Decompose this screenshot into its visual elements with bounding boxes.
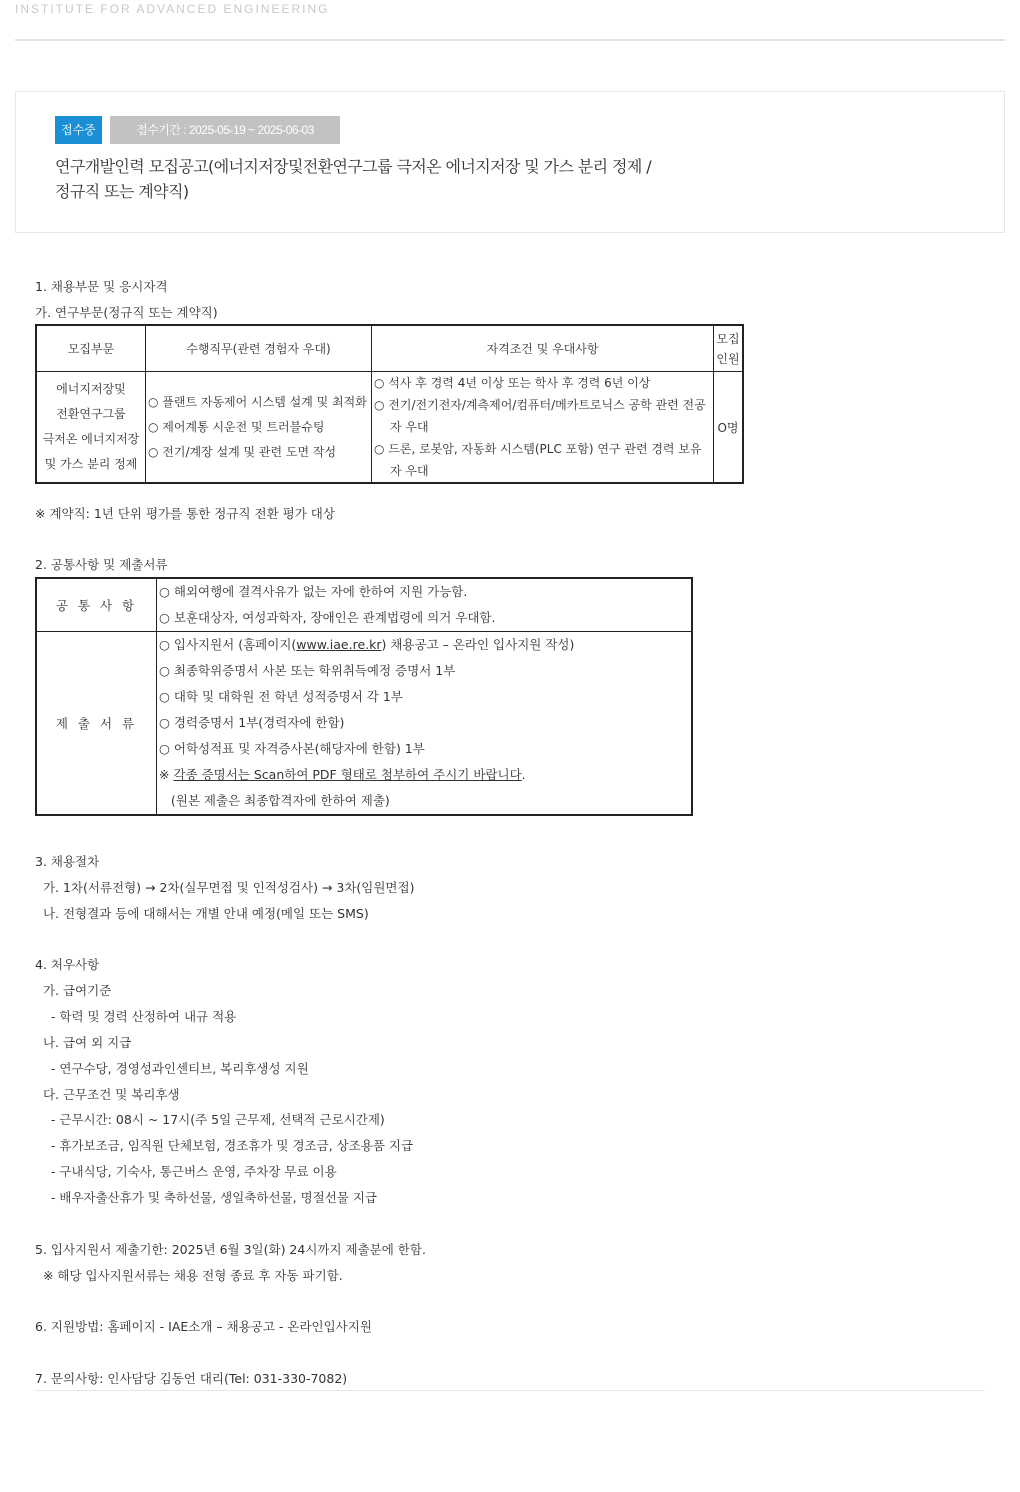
section4-line: 가. 급여기준 bbox=[35, 983, 112, 998]
docs-note-2: (원본 제출은 최종합격자에 한하여 제출) bbox=[159, 793, 390, 808]
docs-cell bbox=[157, 632, 693, 816]
section4-line: - 구내식당, 기숙사, 통근버스 운영, 주차장 무료 이용 bbox=[35, 1164, 337, 1179]
footer-divider bbox=[35, 1390, 985, 1391]
docs-note: ※ 각종 증명서는 Scan하여 PDF 형태로 첨부하여 주시기 바랍니다. bbox=[159, 767, 526, 782]
common-cell bbox=[157, 578, 693, 632]
section4-line: 다. 근무조건 및 복리후생 bbox=[35, 1087, 180, 1102]
section4-line: - 휴가보조금, 임직원 단체보험, 경조휴가 및 경조금, 상조용품 지급 bbox=[35, 1138, 414, 1153]
qual-item: ○ 드론, 로봇암, 자동화 시스템(PLC 포함) 연구 관련 경력 보유자 우대 bbox=[374, 442, 702, 478]
count-cell: O명 bbox=[714, 372, 744, 484]
section1-subheading: 가. 연구부문(정규직 또는 계약직) bbox=[35, 305, 218, 320]
docs-item: ○ 최종학위증명서 사본 또는 학위취득예정 증명서 1부 bbox=[159, 663, 456, 678]
docs-item: ○ 대학 및 대학원 전 학년 성적증명서 각 1부 bbox=[159, 689, 403, 704]
brand-name: INSTITUTE FOR ADVANCED ENGINEERING bbox=[15, 2, 330, 16]
duties-cell bbox=[146, 372, 372, 484]
section4-line: 나. 급여 외 지급 bbox=[35, 1035, 132, 1050]
section1-heading: 1. 채용부문 및 응시자격 bbox=[35, 279, 168, 294]
section7-heading: 7. 문의사항: 인사담당 김동언 대리(Tel: 031-330-7082) bbox=[35, 1371, 348, 1386]
docs-item: ○ 경력증명서 1부(경력자에 한함) bbox=[159, 715, 345, 730]
common-item: ○ 해외여행에 결격사유가 없는 자에 한하여 지원 가능함. bbox=[159, 584, 468, 599]
contract-note: ※ 계약직: 1년 단위 평가를 통한 정규직 전환 평가 대상 bbox=[35, 506, 335, 521]
post-header-card bbox=[15, 91, 1005, 233]
dept-line: 전환연구그룹 bbox=[56, 407, 126, 421]
section5-note: ※ 해당 입사지원서류는 채용 전형 종료 후 자동 파기함. bbox=[35, 1268, 343, 1283]
section4-line: - 배우자출산휴가 및 축하선물, 생일축하선물, 명절선물 지급 bbox=[35, 1190, 377, 1205]
header-divider bbox=[15, 39, 1005, 41]
dept-line: 및 가스 분리 정제 bbox=[44, 457, 138, 471]
quals-cell bbox=[372, 372, 714, 484]
dept-line: 극저온 에너지저장 bbox=[42, 432, 140, 446]
docs-item: ○ 입사지원서 (홈페이지(www.iae.re.kr) 채용공고 – 온라인 입사지원 작성) bbox=[159, 637, 575, 652]
dept-line: 에너지저장및 bbox=[56, 382, 126, 396]
common-label: 공 통 사 항 bbox=[36, 578, 157, 632]
section3-line: 나. 전형결과 등에 대해서는 개별 안내 예정(메일 또는 SMS) bbox=[35, 906, 369, 921]
status-badge: 접수중 bbox=[55, 116, 102, 144]
section4-heading: 4. 처우사항 bbox=[35, 957, 100, 972]
post-title: 연구개발인력 모집공고(에너지저장및전환연구그룹 극저온 에너지저장 및 가스 분리 정제 / 정규직 또는 계약직) bbox=[55, 157, 651, 201]
duty-item: ○ 플랜트 자동제어 시스템 설계 및 최적화 bbox=[148, 394, 367, 409]
header-duties: 수행직무(관련 경험자 우대) bbox=[146, 325, 372, 372]
section4-line: - 근무시간: 08시 ~ 17시(주 5일 근무제, 선택적 근로시간제) bbox=[35, 1112, 385, 1127]
duty-item: ○ 전기/계장 설계 및 관련 도면 작성 bbox=[148, 444, 337, 459]
dept-cell bbox=[36, 372, 146, 484]
section4-line: - 연구수당, 경영성과인센티브, 복리후생성 지원 bbox=[35, 1061, 309, 1076]
docs-item: ○ 어학성적표 및 자격증사본(해당자에 한함) 1부 bbox=[159, 741, 425, 756]
section3-heading: 3. 채용절차 bbox=[35, 854, 100, 869]
section6-heading: 6. 지원방법: 홈페이지 - IAE소개 – 채용공고 - 온라인입사지원 bbox=[35, 1319, 372, 1334]
section2-heading: 2. 공통사항 및 제출서류 bbox=[35, 557, 168, 572]
header-dept: 모집부문 bbox=[36, 325, 146, 372]
recruitment-table bbox=[35, 324, 744, 484]
requirements-table bbox=[35, 577, 693, 816]
qual-item: ○ 전기/전기전자/계측제어/컴퓨터/메카트로닉스 공학 관련 전공자 우대 bbox=[374, 398, 706, 434]
duty-item: ○ 제어계통 시운전 및 트러블슈팅 bbox=[148, 419, 325, 434]
header-count: 모집인원 bbox=[714, 325, 744, 372]
section5-heading: 5. 입사지원서 제출기한: 2025년 6월 3일(화) 24시까지 제출분에 한함. bbox=[35, 1242, 426, 1257]
header-quals: 자격조건 및 우대사항 bbox=[372, 325, 714, 372]
common-item: ○ 보훈대상자, 여성과학자, 장애인은 관계법령에 의거 우대함. bbox=[159, 610, 496, 625]
period-badge: 접수기간 : 2025-05-19 ~ 2025-06-03 bbox=[110, 116, 340, 144]
section4-line: - 학력 및 경력 산정하여 내규 적용 bbox=[35, 1009, 237, 1024]
qual-item: ○ 석사 후 경력 4년 이상 또는 학사 후 경력 6년 이상 bbox=[374, 376, 651, 390]
homepage-link[interactable]: www.iae.re.kr bbox=[296, 637, 382, 652]
section3-line: 가. 1차(서류전형) → 2차(실무면접 및 인적성검사) → 3차(임원면접) bbox=[35, 880, 415, 895]
docs-label: 제 출 서 류 bbox=[36, 632, 157, 816]
